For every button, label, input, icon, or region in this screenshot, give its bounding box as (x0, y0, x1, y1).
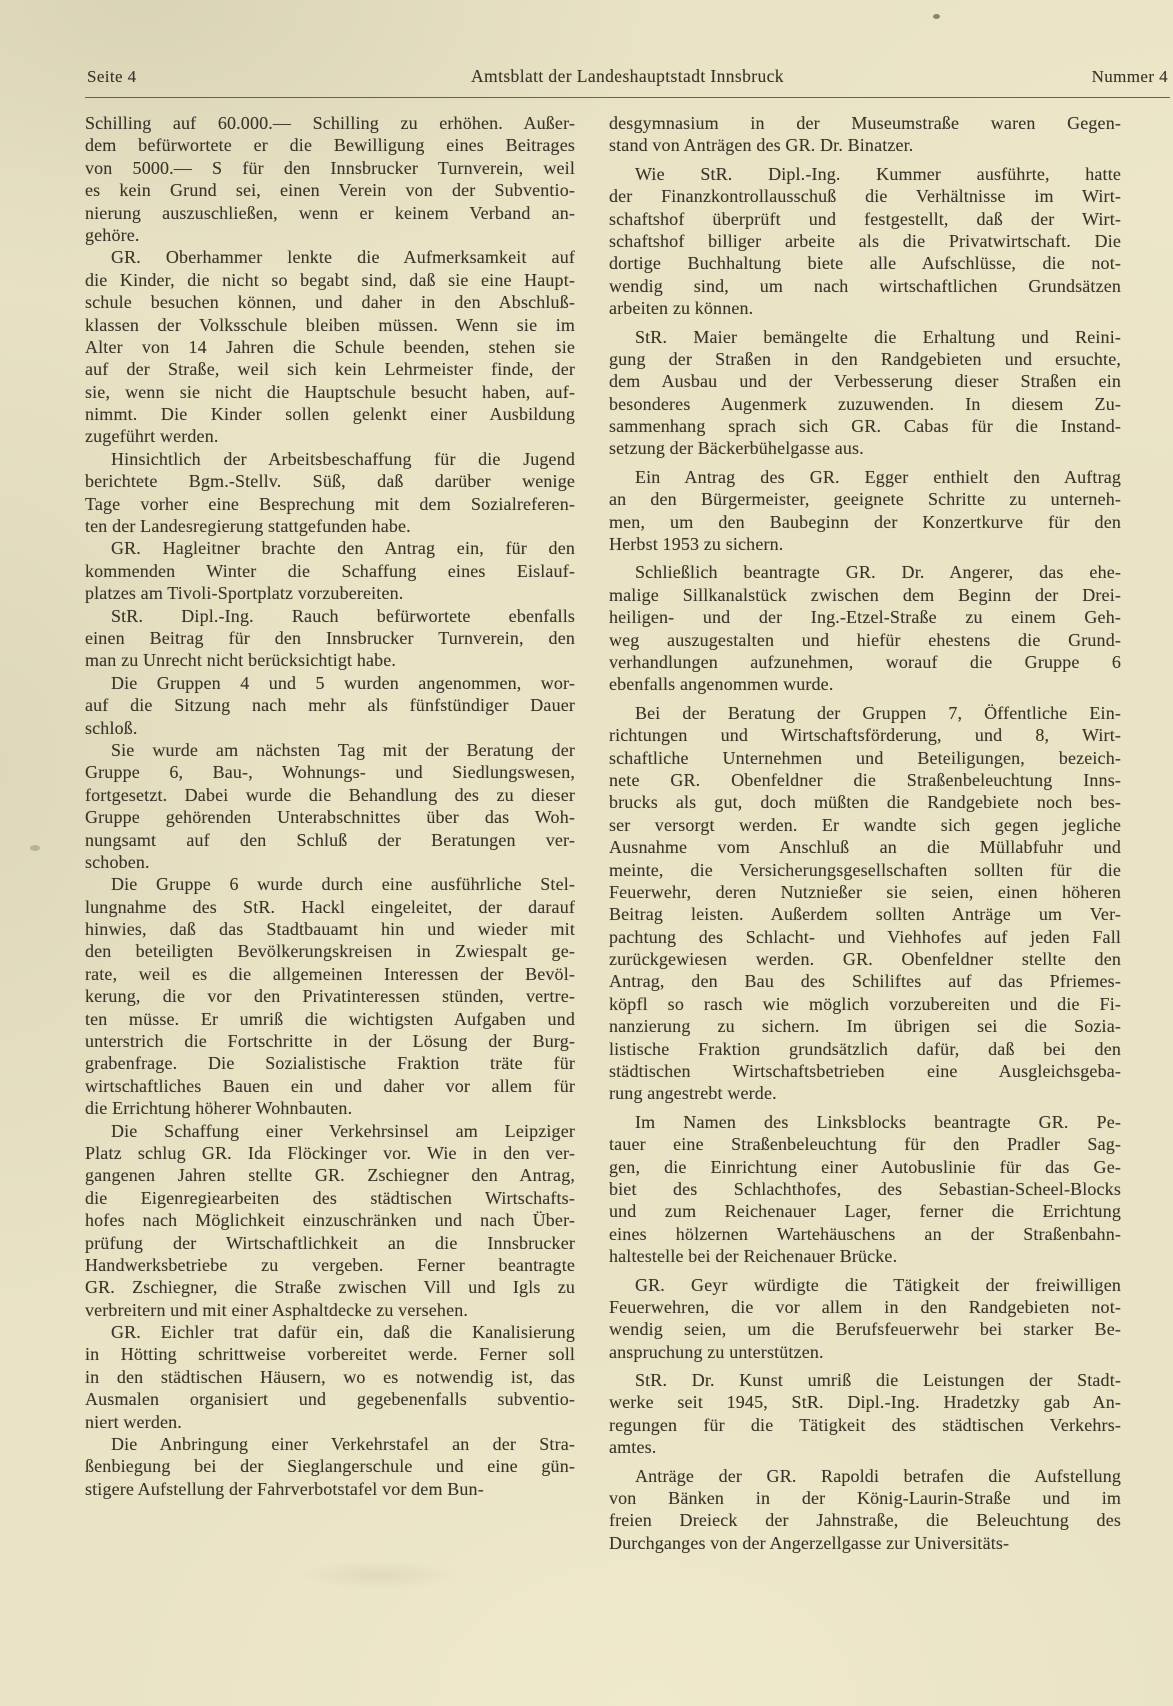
text-line: Feuerwehren, die vor allem in den Randgebieten not- (609, 1296, 1121, 1317)
text-line: nete GR. Obenfeldner die Straßenbeleuchtung Inns- (609, 769, 1121, 790)
text-line: haltestelle bei der Reichenauer Brücke. (609, 1246, 898, 1267)
text-line: auf der Straße, weil sich kein Lehrmeister finde, der (85, 359, 575, 380)
text-line: heiligen- und der Ing.-Etzel-Straße zu einem Geh- (609, 607, 1121, 628)
masthead-title: Amtsblatt der Landeshauptstadt Innsbruck (471, 66, 784, 86)
issue-number-label: Nummer 4 (1091, 67, 1168, 86)
text-line: GR. Oberhammer lenkte die Aufmerksamkeit auf (111, 247, 575, 268)
text-line: meinte, die Versicherungsgesellschaften sollten für die (609, 859, 1121, 880)
text-line: städtischen Wirtschaftsbetrieben eine Ausgleichsgeba- (609, 1061, 1121, 1082)
text-line: hinwies, daß das Stadtbauamt hin und wieder mit (85, 919, 575, 940)
text-line: kommenden Winter die Schaffung eines Eislauf- (85, 560, 575, 581)
text-line: brucks als gut, doch müßten die Randgebiete noch bes- (609, 792, 1121, 813)
text-line: Anträge der GR. Rapoldi betrafen die Aufstellung (635, 1465, 1121, 1486)
text-line: verbreitern und mit einer Asphaltdecke zu versehen. (85, 1299, 469, 1320)
text-line: in Hötting schrittweise vorbereitet werde. Ferner soll (85, 1344, 575, 1365)
page-header (85, 66, 1170, 97)
text-line: Im Namen des Linksblocks beantragte GR. Pe- (635, 1111, 1121, 1132)
paragraph (85, 537, 575, 604)
paragraph (85, 1120, 575, 1322)
text-line: die Eigenregiearbeiten des städtischen Wirtschafts- (85, 1187, 575, 1208)
paragraph (85, 672, 575, 739)
text-line: stigere Aufstellung der Fahrverbotstafel vor dem Bun- (85, 1478, 484, 1499)
paragraph (609, 702, 1121, 1105)
text-line: hofes nach Möglichkeit einzuschränken und nach Über- (85, 1210, 575, 1231)
text-line: von Bänken in der König-Laurin-Straße und im (609, 1488, 1121, 1509)
text-line: stand von Anträgen des GR. Dr. Binatzer. (609, 135, 914, 156)
text-line: Bei der Beratung der Gruppen 7, Öffentliche Ein- (635, 702, 1121, 723)
text-line: nierung auszuschließen, wenn er keinem Verband an- (85, 202, 575, 223)
text-line: ten müsse. Er umriß die wichtigsten Aufgaben und (85, 1008, 575, 1029)
text-line: Beitrag leisten. Außerdem sollten Anträge um Ver- (609, 904, 1121, 925)
text-line: gung der Straßen in den Randgebieten und ersuchte, (609, 348, 1121, 369)
text-line: verhandlungen aufzunehmen, worauf die Gruppe 6 (609, 651, 1121, 672)
paragraph (609, 326, 1121, 460)
text-line: nungsamt auf den Schluß der Beratungen ver- (85, 829, 575, 850)
text-line: nimmt. Die Kinder sollen gelenkt einer Ausbildung (85, 404, 575, 425)
text-line: Die Schaffung einer Verkehrsinsel am Leipziger (111, 1120, 575, 1141)
page-sheet (85, 66, 1170, 1560)
text-line: dem befürwortete er die Bewilligung eines Beitrages (85, 135, 575, 156)
text-line: Sie wurde am nächsten Tag mit der Beratung der (111, 739, 575, 760)
left-column (85, 112, 575, 1560)
text-line: pachtung des Schlacht- und Viehhofes auf jeden Fall (609, 926, 1121, 947)
text-line: Gruppe 6, Bau-, Wohnungs- und Siedlungswesen, (85, 762, 575, 783)
text-line: rate, weil es die allgemeinen Interessen der Bevöl- (85, 963, 575, 984)
text-line: schaftshof billiger arbeite als die Privatwirtschaft. Die (609, 230, 1121, 251)
paragraph (609, 561, 1121, 695)
text-line: Wie StR. Dipl.-Ing. Kummer ausführte, hatte (635, 163, 1121, 184)
text-line: amtes. (609, 1437, 657, 1458)
text-line: schoben. (85, 851, 150, 872)
text-line: Antrag, den Bau des Schiliftes auf das Pfriemes- (609, 971, 1121, 992)
text-line: die Errichtung höherer Wohnbauten. (85, 1098, 353, 1119)
text-line: freien Dreieck der Jahnstraße, die Beleuchtung des (609, 1510, 1121, 1531)
text-line: Feuerwehr, deren Nutznießer sie seien, einen höheren (609, 881, 1121, 902)
text-line: GR. Hagleitner brachte den Antrag ein, für den (111, 538, 575, 559)
paper-blemish (30, 845, 40, 851)
text-line: Tage vorher eine Besprechung mit dem Sozialreferen- (85, 493, 575, 514)
text-line: der Finanzkontrollausschuß die Verhältnisse im Wirt- (609, 186, 1121, 207)
text-line: Schließlich beantragte GR. Dr. Angerer, das ehe- (635, 562, 1121, 583)
paragraph (85, 246, 575, 448)
text-line: anspruchung zu unterstützen. (609, 1341, 824, 1362)
text-line: gen, die Einrichtung einer Autobuslinie für das Ge- (609, 1156, 1121, 1177)
paragraph (85, 1321, 575, 1433)
page-number-label: Seite 4 (87, 67, 137, 86)
paragraph (609, 163, 1121, 320)
text-line: Ausnahme vom Anschluß an die Müllabfuhr und (609, 837, 1121, 858)
text-line: ßenbiegung bei der Sieglangerschule und eine gün- (85, 1456, 575, 1477)
text-line: fortgesetzt. Dabei wurde die Behandlung des zu dieser (85, 784, 575, 805)
text-line: sammenhang sprach sich GR. Cabas für die Instand- (609, 416, 1121, 437)
text-line: gehöre. (85, 224, 140, 245)
paragraph (609, 466, 1121, 556)
text-line: Die Anbringung einer Verkehrstafel an der Stra- (111, 1434, 575, 1455)
text-line: zurückgewiesen werden. GR. Obenfeldner stellte den (609, 949, 1121, 970)
text-line: den beteiligten Bevölkerungskreisen in Zwiespalt ge- (85, 941, 575, 962)
right-column (609, 112, 1121, 1560)
paragraph (609, 1465, 1121, 1555)
ink-speck (933, 14, 940, 19)
text-line: und zum Reichenauer Lager, ferner die Errichtung (609, 1201, 1121, 1222)
text-line: dem Ausbau und der Verbesserung dieser Straßen ein (609, 371, 1121, 392)
text-line: berichtete Bgm.-Stellv. Süß, daß darüber wenige (85, 471, 575, 492)
text-line: sie, wenn sie nicht die Hauptschule besucht haben, auf- (85, 381, 575, 402)
text-line: schaftliche Unternehmen und Beteiligungen, bezeich- (609, 747, 1121, 768)
paragraph (85, 1433, 575, 1500)
paragraph (609, 1111, 1121, 1268)
paragraph (85, 605, 575, 672)
text-line: arbeiten zu können. (609, 298, 754, 319)
paragraph (609, 112, 1121, 157)
text-line: unterstrich die Fortschritte in der Lösung der Burg- (85, 1031, 575, 1052)
header-rule (85, 97, 1170, 98)
text-line: Die Gruppe 6 wurde durch eine ausführliche Stel- (111, 874, 575, 895)
paragraph (609, 1274, 1121, 1364)
text-line: werke seit 1945, StR. Dipl.-Ing. Hradetzky gab An- (609, 1392, 1121, 1413)
article-columns (85, 112, 1170, 1560)
text-line: prüfung der Wirtschaftlichkeit an die Innsbrucker (85, 1232, 575, 1253)
text-line: Schilling auf 60.000.— Schilling zu erhöhen. Außer- (85, 113, 575, 133)
text-line: tauer eine Straßenbeleuchtung für den Pradler Sag- (609, 1134, 1121, 1155)
paragraph (85, 739, 575, 873)
text-line: ser versorgt werden. Er wandte sich gegen jegliche (609, 814, 1121, 835)
text-line: schaftshof überprüft und festgestellt, daß der Wirt- (609, 208, 1121, 229)
text-line: die Kinder, die nicht so begabt sind, daß sie eine Haupt- (85, 269, 575, 290)
text-line: schule besuchen können, und daher in den Abschluß- (85, 292, 575, 313)
text-line: gangenen Jahren stellte GR. Zschiegner den Antrag, (85, 1165, 575, 1186)
text-line: GR. Zschiegner, die Straße zwischen Vill und Igls zu (85, 1277, 575, 1298)
paragraph (85, 873, 575, 1119)
text-line: setzung der Bäckerbühelgasse aus. (609, 438, 864, 459)
text-line: Ein Antrag des GR. Egger enthielt den Auftrag (635, 466, 1121, 487)
text-line: ten der Landesregierung stattgefunden habe. (85, 516, 411, 537)
text-line: kerung, die vor den Privatinteressen stünden, vertre- (85, 986, 575, 1007)
text-line: man zu Unrecht nicht berücksichtigt habe. (85, 650, 397, 671)
paper-smudge (300, 1560, 460, 1590)
text-line: rung angestrebt werde. (609, 1083, 777, 1104)
text-line: Die Gruppen 4 und 5 wurden angenommen, wor- (111, 672, 575, 693)
text-line: wendig seien, um die Berufsfeuerwehr bei starker Be- (609, 1319, 1121, 1340)
text-line: StR. Maier bemängelte die Erhaltung und Reini- (635, 326, 1121, 347)
text-line: Herbst 1953 zu sichern. (609, 534, 784, 555)
text-line: regungen für die Tätigkeit des städtischen Verkehrs- (609, 1414, 1121, 1435)
text-line: wendig sind, um nach wirtschaftlichen Grundsätzen (609, 275, 1121, 296)
text-line: desgymnasium in der Museumstraße waren Gegen- (609, 113, 1121, 133)
text-line: dortige Buchhaltung biete alle Aufschlüsse, die not- (609, 253, 1121, 274)
text-line: es kein Grund sei, einen Verein von der Subventio- (85, 180, 575, 201)
paragraph (85, 448, 575, 538)
text-line: wirtschaftliches Bauen ein und daher vor allem für (85, 1075, 575, 1096)
text-line: in den städtischen Häusern, wo es notwendig ist, das (85, 1366, 575, 1387)
text-line: StR. Dr. Kunst umriß die Leistungen der Stadt- (635, 1370, 1121, 1391)
text-line: nanzierung zu sichern. Im übrigen sei die Sozia- (609, 1016, 1121, 1037)
paragraph (609, 1369, 1121, 1459)
text-line: schloß. (85, 717, 138, 738)
text-line: GR. Eichler trat dafür ein, daß die Kanalisierung (111, 1322, 575, 1343)
text-line: malige Sillkanalstück zwischen dem Beginn der Drei- (609, 584, 1121, 605)
text-line: an den Bürgermeister, geeignete Schritte zu unterneh- (609, 489, 1121, 510)
text-line: zugeführt werden. (85, 426, 219, 447)
text-line: Alter von 14 Jahren die Schule beenden, stehen sie (85, 336, 575, 357)
text-line: Gruppe gehörenden Unterabschnittes über das Woh- (85, 807, 575, 828)
text-line: StR. Dipl.-Ing. Rauch befürwortete ebenfalls (111, 605, 575, 626)
text-line: GR. Geyr würdigte die Tätigkeit der freiwilligen (635, 1274, 1121, 1295)
text-line: weg auszugestalten und hiefür ehestens die Grund- (609, 629, 1121, 650)
text-line: besonderes Augenmerk zuzuwenden. In diesem Zu- (609, 393, 1121, 414)
text-line: klassen der Volksschule bleiben müssen. Wenn sie im (85, 314, 575, 335)
text-line: platzes am Tivoli-Sportplatz vorzubereiten. (85, 583, 404, 604)
text-line: Platz schlug GR. Ida Flöckinger vor. Wie in den ver- (85, 1142, 575, 1163)
text-line: auf die Sitzung nach mehr als fünfstündiger Dauer (85, 695, 575, 716)
paragraph (85, 112, 575, 246)
text-line: biet des Schlachthofes, des Sebastian-Scheel-Blocks (609, 1178, 1121, 1199)
text-line: richtungen und Wirtschaftsförderung, und 8, Wirt- (609, 725, 1121, 746)
text-line: Durchganges von der Angerzellgasse zur Universitäts- (609, 1532, 1010, 1553)
text-line: men, um den Baubeginn der Konzertkurve für den (609, 511, 1121, 532)
text-line: Ausmalen organisiert und gegebenenfalls subventio- (85, 1389, 575, 1410)
text-line: eines hölzernen Wartehäuschens an der Straßenbahn- (609, 1223, 1121, 1244)
text-line: ebenfalls angenommen wurde. (609, 674, 834, 695)
text-line: Handwerksbetriebe zu vergeben. Ferner beantragte (85, 1254, 575, 1275)
text-line: von 5000.— S für den Innsbrucker Turnverein, weil (85, 157, 575, 178)
text-line: niert werden. (85, 1411, 182, 1432)
text-line: einen Beitrag für den Innsbrucker Turnverein, den (85, 627, 575, 648)
text-line: lungnahme des StR. Hackl eingeleitet, der darauf (85, 896, 575, 917)
text-line: listische Fraktion grundsätzlich dafür, daß bei den (609, 1038, 1121, 1059)
text-line: köpfl so rasch wie möglich vorzubereiten und die Fi- (609, 993, 1121, 1014)
text-line: grabenfrage. Die Sozialistische Fraktion träte für (85, 1053, 575, 1074)
text-line: Hinsichtlich der Arbeitsbeschaffung für die Jugend (111, 448, 575, 469)
